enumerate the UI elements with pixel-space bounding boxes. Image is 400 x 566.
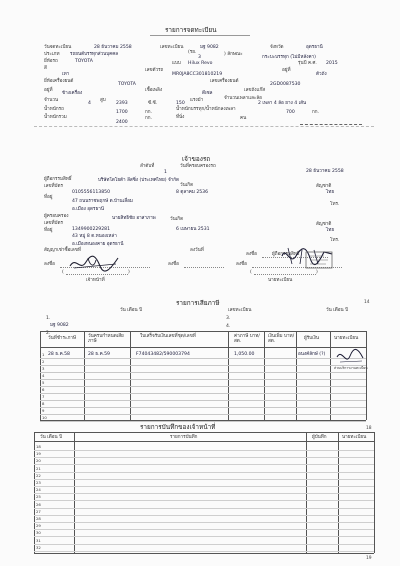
scan-divider: [34, 126, 374, 127]
notes-row-line: [34, 544, 374, 545]
value-hp: 150: [176, 101, 185, 106]
tax-row-line: [40, 386, 366, 387]
label-year: รุ่นปี ค.ศ.: [298, 61, 317, 66]
value-order: 1: [164, 170, 167, 175]
notes-title: รายการบันทึกของเจ้าหน้าที่: [140, 423, 216, 431]
label-engine-no: เลขเครื่องยนต์: [210, 79, 239, 84]
label-sign-registrar: ลงชื่อ: [236, 262, 247, 267]
tax-col-pay-date: วันที่ชำระภาษี: [48, 336, 77, 341]
tax-col-tax: ค่าภาษี บาท/สต.: [234, 334, 260, 344]
value-vin-at: ตัวถัง: [316, 72, 327, 77]
tax-row-number: 8: [42, 401, 45, 406]
tax-stamp-text: ส่วนบริการงานทะเบียน: [334, 366, 368, 370]
officer-signature: [66, 252, 126, 274]
label-reg-date: วันจดทะเบียน: [44, 45, 72, 50]
notes-row-number: 27: [36, 508, 41, 514]
value-possessor-address-1: 43 หมู่ 8 ต.หนองเหล่า: [72, 234, 117, 239]
tax-row-number: 3: [42, 366, 45, 371]
label-vin-at: อยู่ที่: [282, 68, 291, 73]
notes-row-number: 24: [36, 487, 41, 493]
tax-row-number: 1: [42, 352, 45, 357]
label-hp-date: ลงวันที่: [190, 248, 204, 253]
value-owner-address-2: อ.เมือง อุดรธานี: [72, 207, 105, 212]
notes-row-line: [34, 472, 374, 473]
label-order: ลำดับที่: [140, 164, 155, 169]
value-ry: 3: [198, 55, 201, 60]
label-possessor-phone: โทร.: [330, 238, 340, 243]
tax-ref-1-plate: มฐ 9082: [50, 323, 69, 328]
value-reg-date: 28 ธันวาคม 2558: [94, 45, 132, 50]
value-engine-no: 2GD0087530: [270, 82, 301, 87]
tax-row-line: [40, 407, 366, 408]
tax-col-receipt: ใบเสร็จรับเงินเลขที่ชุด/เลขที่: [140, 334, 196, 339]
notes-row-line: [34, 500, 374, 501]
label-possessor-id: เลขที่บัตร: [44, 221, 63, 226]
value-style: กระบะบรรทุก (ไม่มีหลังคา): [262, 55, 316, 60]
tax-row-amount: 1,050.00: [234, 352, 255, 357]
paren-right-2: ): [316, 270, 318, 275]
notes-row-line: [34, 486, 374, 487]
unit-seats: คน: [240, 116, 247, 121]
value-plate: มฐ 9082: [200, 45, 219, 50]
tax-row-number: 4: [42, 373, 45, 378]
label-vin: เลขตัวรถ: [145, 68, 164, 73]
value-owner-nationality: ไทย: [326, 190, 335, 195]
label-style: ) ลักษณะ: [224, 52, 243, 57]
tax-row-number: 6: [42, 387, 45, 392]
label-model: แบบ: [172, 61, 181, 66]
value-possessor: นายสิทธิชัย อาสาภาพ: [112, 216, 156, 221]
value-owner-address-1: 47 ถนนราชพฤกษ์ ต.บ้านเลื่อม: [72, 199, 133, 204]
tax-ref-2: 2.: [46, 331, 51, 336]
tax-header-plate: เลขทะเบียน: [228, 308, 252, 313]
registrar-seal-mark: [304, 250, 334, 270]
label-hire-purchase: สัญญาเช่าซื้อเลขที่: [44, 248, 81, 253]
notes-row-line: [34, 464, 374, 465]
notes-row-number: 28: [36, 516, 41, 521]
value-model: Hilux Revo: [188, 61, 213, 66]
notes-row-number: 18: [36, 444, 41, 449]
value-axles: 2 เพลา 4 ล้อ ยาง 4 เส้น: [258, 101, 307, 106]
label-legal-owner: ผู้ถือกรรมสิทธิ์: [44, 177, 72, 182]
label-owner-id: เลขที่บัตร: [44, 184, 63, 189]
notes-col-recorder: ผู้บันทึก: [312, 435, 327, 440]
owner-title: เจ้าของรถ: [182, 155, 211, 163]
label-cc: ซี.ซี.: [148, 101, 158, 106]
notes-row-line: [34, 508, 374, 509]
tax-row-line: [40, 393, 366, 394]
label-engine-at: อยู่ที่: [44, 88, 53, 93]
label-possessor-birth: วันเกิด: [170, 217, 184, 222]
label-province: จังหวัด: [270, 45, 284, 50]
label-cylinders: จำนวน: [44, 98, 59, 103]
tax-row-number: 7: [42, 394, 45, 399]
label-weight: น้ำหนักรถ: [44, 107, 64, 112]
label-brand: ยี่ห้อรถ: [44, 59, 58, 64]
unit-gross: กก.: [145, 116, 153, 121]
value-gross: 2400: [116, 120, 128, 125]
notes-row-line: [34, 515, 374, 516]
tax-row-line: [40, 400, 366, 401]
value-fuel: ดีเซล: [202, 91, 213, 96]
value-province: อุดรธานี: [306, 45, 323, 50]
value-cylinders: 4: [88, 101, 91, 106]
label-hp: แรงม้า: [190, 98, 204, 103]
tax-row-number: 5: [42, 380, 45, 385]
notes-row-number: 21: [36, 465, 41, 471]
role-registrar: นายทะเบียน: [268, 278, 293, 283]
value-possessor-address-2: อ.เมืองหนองคาย อุดรธานี: [72, 242, 124, 247]
notes-row-number: 26: [36, 501, 41, 507]
value-legal-owner: บริษัทโตโยต้า ลีสซิ่ง (ประเทศไทย) จำกัด: [98, 178, 179, 183]
tax-row-line: [40, 421, 366, 422]
tax-ref-4: 4.: [226, 324, 231, 329]
notes-row-line: [34, 529, 374, 530]
tax-page-no: 14: [364, 300, 370, 305]
value-load: 700: [286, 110, 295, 115]
label-axles: จำนวนเพลาและล้อ: [224, 96, 262, 101]
tax-row-number: 9: [42, 408, 45, 413]
notes-page-no: 18: [366, 426, 372, 431]
role-officer: เจ้าหน้าที่: [86, 278, 105, 283]
label-type: ประเภท: [44, 52, 60, 57]
tax-row-due-date: 28 ธ.ค.59: [88, 352, 110, 357]
notes-row-line: [34, 551, 374, 552]
label-possessor: ผู้ครอบครอง: [44, 214, 69, 219]
scan-noise: [300, 124, 362, 125]
notes-row-line: [34, 479, 374, 480]
tax-row-line: [40, 379, 366, 380]
label-load: น้ำหนักบรรทุก/น้ำหนักลงเพลา: [176, 107, 236, 112]
paren-line-1: [66, 274, 128, 275]
title-underline: [150, 35, 250, 36]
label-sign-mid2: ลงชื่อ: [168, 262, 179, 267]
label-owner-phone: โทร.: [330, 202, 340, 207]
label-gas-tank: เลขถังแก๊ส: [244, 88, 266, 93]
tax-col-registrar: นายทะเบียน: [334, 336, 359, 341]
notes-row-number: 25: [36, 494, 41, 500]
tax-col-surcharge: เงินเพิ่ม บาท/สต.: [268, 334, 295, 344]
notes-row-line: [34, 522, 374, 523]
notes-row-line: [34, 450, 374, 451]
label-gross: น้ำหนักรวม: [44, 115, 67, 120]
paren-left-2: (: [250, 270, 252, 275]
value-color: เทา: [62, 72, 70, 77]
tax-col-due-date: วันครบกำหนดเสียภาษี: [88, 334, 124, 344]
value-cc: 2393: [116, 101, 128, 106]
notes-row-line: [34, 493, 374, 494]
notes-row-line: [34, 536, 374, 537]
unit-weight: กก.: [145, 110, 153, 115]
label-cyl-unit: สูบ: [100, 98, 106, 103]
label-fuel: เชื้อเพลิง: [145, 88, 163, 93]
notes-col-date: วัน เดือน ปี: [40, 435, 63, 440]
label-owner-birth: วันเกิด: [180, 183, 194, 188]
tax-row-number: 10: [42, 415, 47, 420]
value-possession-date: 28 ธันวาคม 2558: [306, 169, 344, 174]
value-brand: TOYOTA: [75, 59, 93, 64]
value-possessor-nationality: ไทย: [326, 228, 335, 233]
label-sign-owner-role: ผู้ถือกรรมสิทธิ์: [272, 252, 300, 257]
notes-col-registrar: นายทะเบียน: [342, 435, 367, 440]
sign-mid2-line: [184, 267, 224, 268]
notes-row-line: [34, 457, 374, 458]
notes-row-number: 32: [36, 544, 41, 550]
label-color: สี: [44, 66, 47, 71]
label-plate: เลขทะเบียน: [160, 45, 184, 50]
label-owner-address: ที่อยู่: [44, 195, 53, 200]
label-engine-brand: ยี่ห้อเครื่องยนต์: [44, 79, 74, 84]
reg-title: รายการจดทะเบียน: [165, 26, 217, 34]
notes-row-number: 31: [36, 537, 41, 543]
value-weight: 1700: [116, 110, 128, 115]
tax-registrar-stamp: [334, 346, 366, 368]
tax-row-line: [40, 372, 366, 373]
label-sign-owner: ลงชื่อ: [246, 252, 257, 257]
label-possession-date: วันที่ครอบครองรถ: [180, 164, 216, 169]
notes-row-number: 23: [36, 480, 41, 485]
tax-title: รายการเสียภาษี: [176, 299, 220, 307]
value-engine-at: ข้างเครื่อง: [62, 91, 83, 96]
value-engine-brand: TOYOTA: [118, 82, 136, 87]
notes-row-number: 22: [36, 472, 41, 478]
label-ry: (รย.: [188, 50, 197, 55]
label-sign-officer: ลงชื่อ: [44, 262, 55, 267]
value-year: 2015: [326, 61, 338, 66]
label-possessor-address: ที่อยู่: [44, 228, 53, 233]
footer-number: 19: [366, 556, 372, 561]
value-possessor-birth: 6 เมษายน 2531: [176, 227, 210, 232]
label-seats: ที่นั่ง: [176, 115, 185, 120]
tax-row-number: 2: [42, 359, 45, 364]
tax-header-date2: วัน เดือน ปี: [326, 308, 349, 313]
tax-row-receipt: F74043482/590003794: [136, 352, 190, 357]
value-possessor-id: 1349900229281: [72, 227, 110, 232]
paren-right-1: ): [128, 270, 130, 275]
notes-row-number: 20: [36, 458, 41, 464]
value-vin: MR0JA8CC301810219: [172, 72, 223, 77]
tax-row-pay-date: 28 ธ.ค.58: [48, 352, 70, 357]
tax-header-date: วัน เดือน ปี: [120, 308, 143, 313]
notes-row-number: 29: [36, 523, 41, 529]
tax-row-line: [40, 358, 366, 359]
value-owner-id: 0105556113850: [72, 190, 110, 195]
notes-row-number: 19: [36, 451, 41, 457]
unit-load: กก.: [312, 110, 320, 115]
notes-row-number: 30: [36, 530, 41, 536]
notes-col-entry: รายการบันทึก: [170, 435, 198, 440]
paren-line-2: [254, 274, 316, 275]
paren-left-1: (: [62, 270, 64, 275]
tax-row-receiver: อนงค์ลักษ์ (?): [298, 352, 326, 357]
tax-ref-3: 3.: [226, 316, 231, 321]
tax-row-line: [40, 365, 366, 366]
tax-row-line: [40, 414, 366, 415]
tax-col-receiver: ผู้รับเงิน: [304, 336, 320, 341]
label-owner-nationality: สัญชาติ: [316, 184, 332, 189]
value-owner-birth: 8 ตุลาคม 2536: [176, 190, 209, 195]
tax-ref-1: 1.: [46, 316, 51, 321]
value-type: รถยนต์บรรทุกส่วนบุคคล: [70, 52, 119, 57]
label-possessor-nationality: สัญชาติ: [316, 222, 332, 227]
